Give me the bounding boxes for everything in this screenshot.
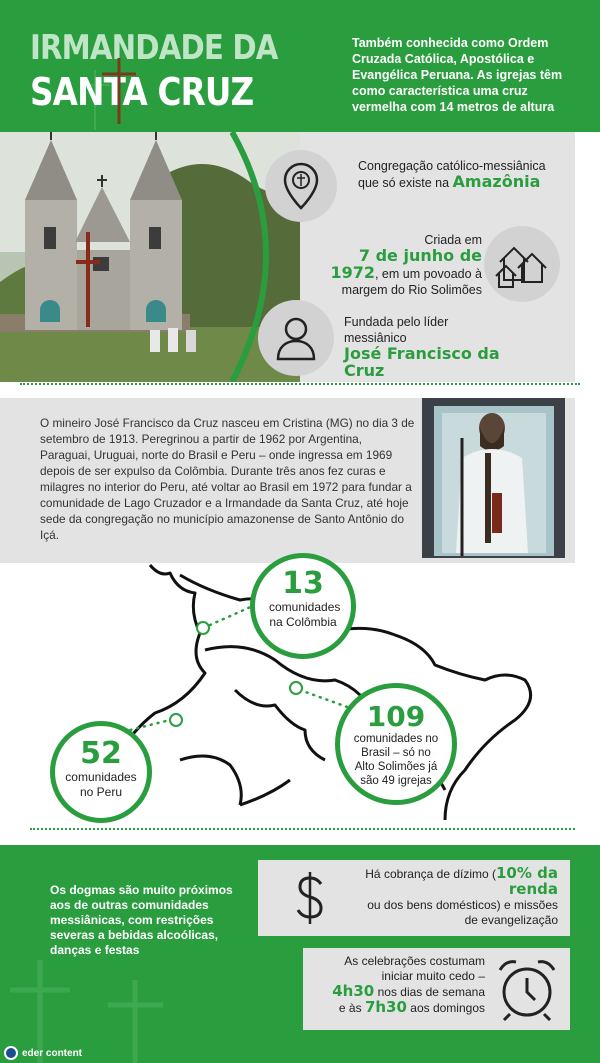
fact-congregation-highlight: Amazônia	[452, 172, 541, 191]
bio-text: O mineiro José Francisco da Cruz nasceu em Cristina (MG) no dia 3 de setembro de 1913. Peregrinou a partir de 1962 por Argentina, Paraguai, Uruguai, norte do Brasil e Peru – onde ingressa em 1969 depois de ser expulso da Colômbia. Durante três anos fez curas e milagres no interior do Peru, até voltar ao Brasil em 1972 para fundar a comunidade de Lago Cruzador e a Irmandade da Santa Cruz, até hoje sede da congregação no município amazonense de Santo Antônio do Içá.	[40, 416, 415, 542]
person-icon	[258, 300, 334, 376]
stat-peru-number: 52	[80, 736, 122, 771]
celebrations-prefix: As celebrações costumam iniciar muito cedo –	[344, 954, 485, 983]
fact-founder	[344, 314, 544, 380]
stat-colombia	[250, 553, 356, 659]
fact-founded	[310, 232, 482, 298]
divider-dots-2	[30, 828, 575, 830]
tithe-text	[358, 866, 558, 928]
alarm-clock-icon	[496, 956, 558, 1022]
stat-colombia-label: comunidades na Colômbia	[269, 600, 341, 629]
fact-founded-prefix: Criada em	[424, 233, 482, 247]
fact-founder-highlight: José Francisco da Cruz	[344, 344, 500, 380]
tithe-box	[258, 860, 570, 936]
dogmas-text: Os dogmas são muito próximos aos de outras comunidades messiânicas, com restrições severas a bebidas alcoólicas, danças e festas	[50, 883, 233, 957]
page-title: IRMANDADE DA	[30, 28, 278, 68]
stat-peru	[50, 721, 152, 823]
fact-congregation-text: Congregação católico-messiânica que só existe na	[358, 159, 546, 190]
celebrations-time-sunday: 7h30	[364, 998, 407, 1016]
fact-founder-text: Fundada pelo líder messiânico	[344, 315, 449, 345]
stat-brazil-label: comunidades no Brasil – só no Alto Solimões já são 49 igrejas	[353, 733, 439, 787]
divider-dots	[20, 383, 580, 385]
celebrations-time-weekday: 4h30	[332, 982, 375, 1000]
tithe-prefix: Há cobrança de dízimo (	[365, 867, 496, 881]
houses-icon	[484, 226, 560, 302]
celebrations-text	[325, 954, 485, 1016]
fact-founded-highlight: 7 de junho de 1972	[330, 246, 482, 282]
stat-brazil-number: 109	[366, 700, 426, 733]
celebrations-mid: nos dias de semana e às	[338, 985, 485, 1015]
stat-colombia-number: 13	[282, 566, 324, 601]
celebrations-box	[303, 948, 570, 1030]
title-cross-icon	[94, 56, 144, 126]
footer-brand-text: eder content	[22, 1047, 83, 1059]
page-title-line2: SANTA CRUZ	[30, 70, 254, 114]
footer-brand	[4, 1046, 82, 1060]
tithe-highlight: 10% da renda	[496, 864, 558, 898]
celebrations-suffix: aos domingos	[410, 1001, 485, 1015]
brand-logo-icon	[4, 1046, 18, 1060]
location-pin-icon	[265, 150, 337, 222]
fact-congregation	[358, 158, 558, 191]
fact-founded-suffix: , em um povoado à margem do Rio Solimões	[341, 267, 482, 297]
header-intro: Também conhecida como Ordem Cruzada Católica, Apostólica e Evangélica Peruana. As igrejas têm como característica uma cruz vermelha com 14 metros de altura	[352, 36, 563, 114]
dollar-icon	[294, 870, 326, 926]
tithe-suffix: ou dos bens domésticos) e missões de evangelização	[367, 898, 558, 927]
stat-brazil	[335, 683, 457, 805]
founder-portrait	[422, 398, 565, 558]
stat-peru-label: comunidades no Peru	[65, 770, 137, 799]
